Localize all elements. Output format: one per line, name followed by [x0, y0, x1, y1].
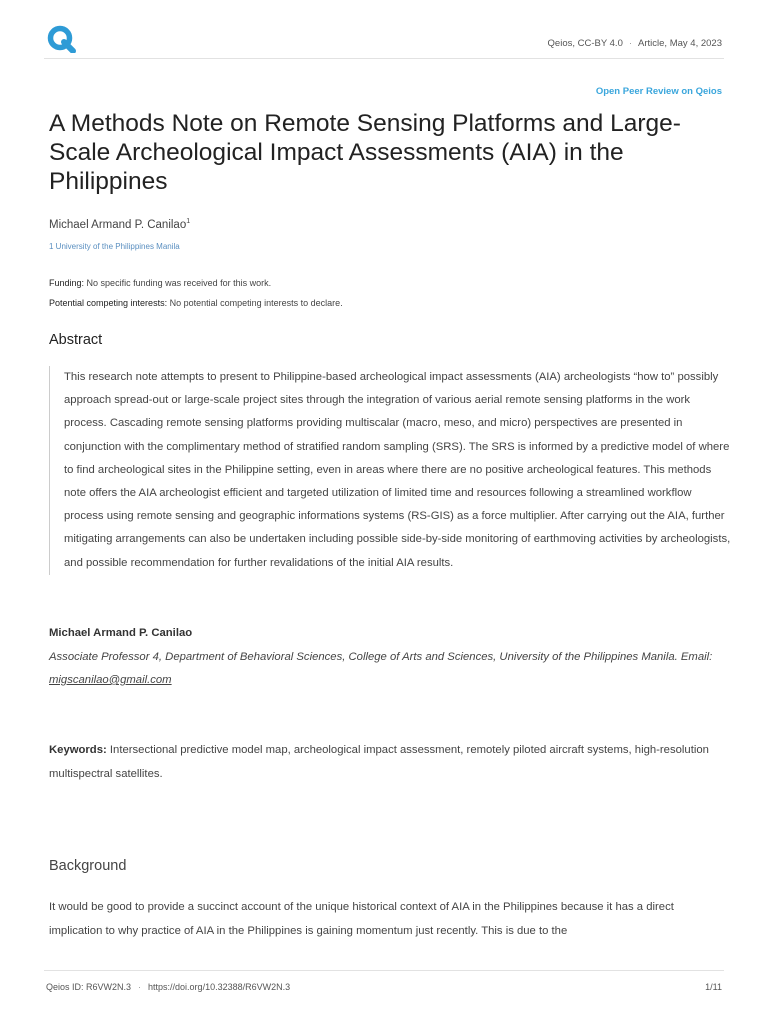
qeios-id: Qeios ID: R6VW2N.3	[46, 982, 132, 992]
author-name[interactable]: Michael Armand P. Canilao	[49, 218, 187, 231]
abstract-heading: Abstract	[49, 332, 103, 348]
competing-label: Potential competing interests:	[49, 298, 168, 308]
open-peer-review-link[interactable]: Open Peer Review on Qeios	[595, 86, 722, 97]
background-text: It would be good to provide a succinct account of the unique historical context of AIA in the Philippines because it has a direct implication to why practice of AIA in the Philippines is gaining momentum just recently. This is due to the	[49, 901, 674, 937]
footer-separator: ·	[138, 982, 142, 992]
bio-affiliation	[49, 646, 719, 692]
keywords-value: Intersectional predictive model map, archeological impact assessment, remotely piloted aircraft systems, high-resolution multispectral satellites.	[49, 744, 709, 780]
author-email-link[interactable]: migscanilao@gmail.com	[49, 674, 172, 686]
footer-divider	[44, 970, 724, 971]
keywords-label: Keywords:	[49, 744, 107, 756]
competing-interests-statement	[49, 298, 343, 308]
article-title: A Methods Note on Remote Sensing Platforms and Large-Scale Archeological Impact Assessments (AIA) in the Philippines	[49, 110, 681, 195]
funding-statement	[49, 278, 271, 288]
abstract-block	[49, 366, 734, 575]
article-date: Article, May 4, 2023	[638, 38, 722, 49]
bio-author-name: Michael Armand P. Canilao	[49, 627, 193, 639]
author-affiliation: 1 University of the Philippines Manila	[49, 242, 180, 251]
footer-ids	[46, 982, 290, 992]
qeios-logo-icon[interactable]	[46, 25, 78, 53]
header-divider	[44, 58, 724, 59]
meta-separator: ·	[628, 38, 633, 49]
competing-value: No potential competing interests to declare.	[169, 298, 343, 308]
funding-value: No specific funding was received for this work.	[86, 278, 272, 288]
bio-affiliation-text: Associate Professor 4, Department of Behavioral Sciences, College of Arts and Sciences, University of the Philippines Manila. Email:	[49, 651, 713, 663]
keywords	[49, 738, 719, 786]
author-affiliation-marker: 1	[186, 218, 191, 225]
page-number: 1/11	[705, 982, 722, 992]
funding-label: Funding:	[49, 278, 85, 288]
article-meta	[548, 38, 722, 49]
license-text: Qeios, CC-BY 4.0	[547, 38, 623, 49]
abstract-text: This research note attempts to present to Philippine-based archeological impact assessments (AIA) archeologists “how to” possibly approach spread-out or large-scale project sites through the integration of various aerial remote sensing platforms in the work process. Cascading remote sensing platforms providing multiscalar (macro, meso, and micro) perspectives are presented in conjunction with the complimentary method of stratified random sampling (SRS). The SRS is informed by a predictive model of where to find archeological sites in the Philippine setting, even in areas where there are no positive archeological features. This methods note offers the AIA archeologist efficient and targeted utilization of limited time and resources following a streamlined workflow process using remote sensing and geographic informations systems (RS-GIS) as a force multiplier. After carrying out the AIA, further mitigating arrangements can also be undertaken including possible side-by-side monitoring of earthmoving activities by archeologists, and possible recommendation for further revalidations of the initial AIA results.	[64, 371, 731, 569]
background-heading: Background	[49, 858, 127, 874]
author-line	[49, 218, 190, 231]
doi-link[interactable]: https://doi.org/10.32388/R6VW2N.3	[148, 982, 291, 992]
